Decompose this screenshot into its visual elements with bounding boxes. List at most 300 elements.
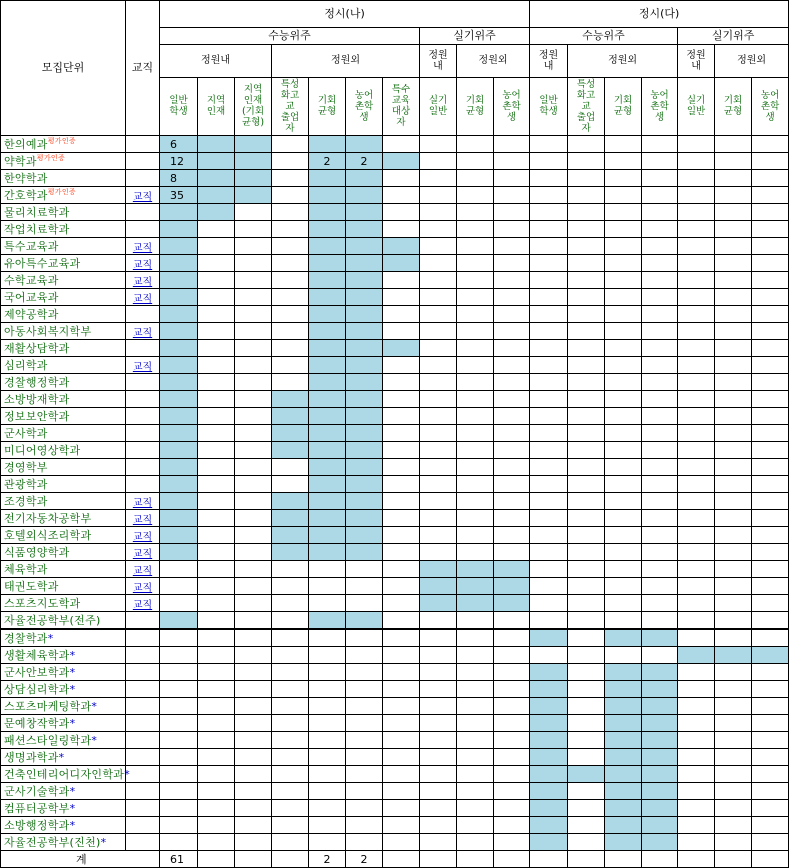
quota-cell bbox=[457, 442, 494, 459]
unit-name: 재활상담학과 bbox=[4, 342, 70, 355]
quota-cell bbox=[457, 255, 494, 272]
unit-name-cell bbox=[1, 715, 126, 732]
subheader-col-2 bbox=[235, 78, 272, 136]
unit-name: 정보보안학과 bbox=[4, 410, 70, 423]
unit-name: 건축인테리어디자인학과 bbox=[4, 768, 125, 781]
subheader-col-text: 실기 일반 bbox=[428, 95, 448, 117]
subheader-col-text: 기회 균형 bbox=[613, 95, 633, 117]
quota-cell bbox=[420, 408, 457, 425]
quota-cell bbox=[235, 408, 272, 425]
quota-cell bbox=[568, 442, 605, 459]
quota-cell bbox=[642, 170, 678, 187]
quota-cell bbox=[272, 306, 309, 323]
quota-cell bbox=[160, 255, 198, 272]
quota-cell bbox=[457, 374, 494, 391]
quota-cell bbox=[752, 408, 789, 425]
quota-cell bbox=[568, 817, 605, 834]
quota-cell bbox=[678, 306, 715, 323]
quota-cell bbox=[642, 664, 678, 681]
quota-cell bbox=[605, 340, 642, 357]
quota-cell bbox=[235, 425, 272, 442]
quota-cell bbox=[605, 732, 642, 749]
quota-cell bbox=[678, 612, 715, 630]
quota-cell bbox=[272, 595, 309, 612]
unit-name: 경찰행정학과 bbox=[4, 376, 70, 389]
quota-cell bbox=[605, 221, 642, 238]
quota-cell bbox=[309, 527, 346, 544]
quota-cell bbox=[642, 187, 678, 204]
quota-cell bbox=[420, 578, 457, 595]
quota-cell bbox=[457, 561, 494, 578]
kyojik-link[interactable]: 교직 bbox=[132, 514, 153, 526]
quota-cell bbox=[605, 442, 642, 459]
quota-cell bbox=[346, 340, 383, 357]
quota-cell bbox=[642, 681, 678, 698]
kyojik-link[interactable]: 교직 bbox=[132, 565, 153, 577]
quota-cell bbox=[420, 664, 457, 681]
quota-cell bbox=[530, 681, 568, 698]
quota-cell bbox=[383, 340, 420, 357]
quota-cell bbox=[568, 800, 605, 817]
quota-cell bbox=[752, 136, 789, 153]
quota-cell bbox=[715, 698, 752, 715]
quota-cell bbox=[160, 612, 198, 630]
quota-cell bbox=[494, 561, 530, 578]
total-cell bbox=[530, 851, 568, 868]
quota-cell bbox=[530, 459, 568, 476]
quota-cell bbox=[605, 425, 642, 442]
quota-cell bbox=[605, 153, 642, 170]
quota-cell bbox=[235, 578, 272, 595]
star-mark: * bbox=[69, 666, 76, 679]
unit-name-cell bbox=[1, 153, 126, 170]
subheader-col-14 bbox=[678, 78, 715, 136]
quota-cell bbox=[642, 221, 678, 238]
unit-name: 제약공학과 bbox=[4, 308, 59, 321]
kyojik-link[interactable]: 교직 bbox=[132, 242, 153, 254]
quota-cell bbox=[494, 800, 530, 817]
quota-cell bbox=[198, 783, 235, 800]
quota-cell bbox=[420, 221, 457, 238]
quota-cell bbox=[678, 204, 715, 221]
quota-cell bbox=[420, 544, 457, 561]
quota-cell bbox=[568, 221, 605, 238]
quota-cell bbox=[457, 425, 494, 442]
kyojik-cell bbox=[126, 527, 160, 544]
quota-cell bbox=[678, 561, 715, 578]
header-na-silgi-in bbox=[420, 45, 457, 78]
unit-name: 미디어영상학과 bbox=[4, 444, 81, 457]
quota-cell bbox=[235, 595, 272, 612]
quota-cell bbox=[715, 493, 752, 510]
quota-cell bbox=[494, 766, 530, 783]
quota-cell bbox=[272, 817, 309, 834]
quota-cell bbox=[715, 647, 752, 664]
quota-cell bbox=[752, 323, 789, 340]
table-row bbox=[1, 783, 789, 800]
quota-cell bbox=[272, 544, 309, 561]
kyojik-link[interactable]: 교직 bbox=[132, 293, 153, 305]
kyojik-link[interactable]: 교직 bbox=[132, 548, 153, 560]
total-cell bbox=[272, 851, 309, 868]
subheader-col-0 bbox=[160, 78, 198, 136]
kyojik-link[interactable]: 교직 bbox=[132, 582, 153, 594]
kyojik-cell bbox=[126, 442, 160, 459]
quota-cell bbox=[678, 527, 715, 544]
header-da-silgi-in bbox=[678, 45, 715, 78]
quota-cell bbox=[346, 476, 383, 493]
unit-name-cell bbox=[1, 834, 126, 851]
quota-cell bbox=[715, 612, 752, 630]
subheader-col-text: 일반 학생 bbox=[169, 95, 188, 117]
quota-cell bbox=[530, 493, 568, 510]
quota-cell bbox=[494, 272, 530, 289]
unit-name: 군사학과 bbox=[4, 427, 48, 440]
unit-name: 컴퓨터공학부 bbox=[4, 802, 70, 815]
kyojik-cell bbox=[126, 323, 160, 340]
quota-cell bbox=[752, 578, 789, 595]
quota-cell bbox=[530, 476, 568, 493]
subheader-col-text: 농어 촌학 생 bbox=[502, 89, 521, 123]
quota-cell bbox=[272, 340, 309, 357]
quota-cell bbox=[568, 493, 605, 510]
quota-cell bbox=[383, 272, 420, 289]
header-da-silgi: 실기위주 bbox=[678, 28, 789, 45]
quota-cell bbox=[235, 459, 272, 476]
quota-cell bbox=[309, 170, 346, 187]
kyojik-cell bbox=[126, 187, 160, 204]
total-cell bbox=[678, 851, 715, 868]
quota-cell bbox=[678, 391, 715, 408]
table-row bbox=[1, 374, 789, 391]
quota-cell bbox=[715, 749, 752, 766]
quota-cell bbox=[309, 323, 346, 340]
quota-cell bbox=[715, 408, 752, 425]
quota-cell bbox=[272, 681, 309, 698]
quota-cell bbox=[457, 681, 494, 698]
table-row bbox=[1, 476, 789, 493]
quota-cell bbox=[494, 629, 530, 647]
quota-cell bbox=[494, 357, 530, 374]
quota-cell bbox=[309, 510, 346, 527]
quota-cell bbox=[457, 340, 494, 357]
quota-cell bbox=[346, 204, 383, 221]
unit-name-cell bbox=[1, 612, 126, 630]
quota-cell bbox=[678, 442, 715, 459]
quota-cell bbox=[235, 510, 272, 527]
quota-cell bbox=[272, 800, 309, 817]
quota-cell bbox=[605, 544, 642, 561]
star-mark: * bbox=[91, 734, 98, 747]
quota-cell bbox=[160, 442, 198, 459]
quota-cell bbox=[235, 255, 272, 272]
quota-cell bbox=[383, 374, 420, 391]
quota-cell bbox=[752, 647, 789, 664]
quota-cell bbox=[530, 510, 568, 527]
kyojik-cell bbox=[126, 153, 160, 170]
quota-cell bbox=[642, 766, 678, 783]
unit-name-cell bbox=[1, 221, 126, 238]
quota-cell bbox=[715, 510, 752, 527]
quota-cell bbox=[678, 698, 715, 715]
quota-cell bbox=[605, 204, 642, 221]
total-cell bbox=[457, 851, 494, 868]
quota-cell bbox=[715, 374, 752, 391]
quota-cell bbox=[198, 817, 235, 834]
star-mark: * bbox=[58, 751, 65, 764]
star-mark: * bbox=[124, 768, 130, 781]
quota-cell bbox=[530, 238, 568, 255]
unit-name-cell bbox=[1, 817, 126, 834]
quota-cell bbox=[346, 391, 383, 408]
quota-cell bbox=[198, 647, 235, 664]
kyojik-link[interactable]: 교직 bbox=[132, 191, 153, 203]
quota-cell bbox=[715, 323, 752, 340]
quota-cell bbox=[420, 612, 457, 630]
quota-cell bbox=[752, 306, 789, 323]
header-na-silgi-out: 정원외 bbox=[457, 45, 530, 78]
subheader-col-text: 기회 균형 bbox=[317, 95, 337, 117]
quota-cell bbox=[715, 766, 752, 783]
quota-cell bbox=[715, 238, 752, 255]
quota-cell bbox=[642, 544, 678, 561]
quota-cell bbox=[568, 766, 605, 783]
quota-cell bbox=[235, 749, 272, 766]
quota-cell bbox=[568, 664, 605, 681]
subheader-col-11 bbox=[568, 78, 605, 136]
subheader-col-text: 실기 일반 bbox=[686, 95, 706, 117]
quota-cell bbox=[530, 664, 568, 681]
unit-name-cell bbox=[1, 732, 126, 749]
kyojik-link[interactable]: 교직 bbox=[132, 327, 153, 339]
quota-cell bbox=[160, 527, 198, 544]
quota-cell bbox=[235, 204, 272, 221]
kyojik-link[interactable]: 교직 bbox=[132, 276, 153, 288]
quota-cell bbox=[383, 612, 420, 630]
quota-cell bbox=[160, 289, 198, 306]
table-row bbox=[1, 834, 789, 851]
unit-name: 물리치료학과 bbox=[4, 206, 70, 219]
quota-cell bbox=[235, 732, 272, 749]
quota-cell bbox=[678, 187, 715, 204]
unit-name: 특수교육과 bbox=[4, 240, 59, 253]
table-row bbox=[1, 425, 789, 442]
quota-cell bbox=[642, 289, 678, 306]
kyojik-cell bbox=[126, 170, 160, 187]
quota-cell bbox=[642, 357, 678, 374]
quota-cell bbox=[752, 834, 789, 851]
quota-cell bbox=[530, 442, 568, 459]
quota-cell bbox=[494, 289, 530, 306]
quota-cell bbox=[494, 544, 530, 561]
quota-cell bbox=[198, 800, 235, 817]
quota-cell bbox=[420, 766, 457, 783]
quota-cell bbox=[752, 595, 789, 612]
quota-cell bbox=[420, 561, 457, 578]
quota-cell bbox=[494, 817, 530, 834]
unit-name-cell bbox=[1, 749, 126, 766]
quota-cell: 12 bbox=[160, 153, 198, 170]
quota-cell bbox=[605, 647, 642, 664]
quota-cell bbox=[198, 681, 235, 698]
unit-name: 상담심리학과 bbox=[4, 683, 70, 696]
quota-cell bbox=[309, 595, 346, 612]
quota-cell bbox=[160, 459, 198, 476]
quota-cell bbox=[198, 459, 235, 476]
quota-cell bbox=[642, 459, 678, 476]
total-cell: 2 bbox=[309, 851, 346, 868]
quota-cell bbox=[309, 715, 346, 732]
table-row bbox=[1, 527, 789, 544]
kyojik-link[interactable]: 교직 bbox=[132, 259, 153, 271]
quota-cell bbox=[494, 136, 530, 153]
quota-cell bbox=[568, 170, 605, 187]
subheader-col-10 bbox=[530, 78, 568, 136]
quota-cell bbox=[752, 425, 789, 442]
quota-cell bbox=[383, 493, 420, 510]
quota-cell bbox=[605, 306, 642, 323]
quota-cell bbox=[272, 153, 309, 170]
kyojik-link[interactable]: 교직 bbox=[132, 361, 153, 373]
quota-cell bbox=[605, 783, 642, 800]
kyojik-cell bbox=[126, 306, 160, 323]
table-row bbox=[1, 272, 789, 289]
quota-cell bbox=[346, 834, 383, 851]
quota-cell bbox=[530, 732, 568, 749]
unit-name: 패션스타일링학과 bbox=[4, 734, 92, 747]
unit-name: 경찰학과 bbox=[4, 632, 48, 645]
quota-cell bbox=[494, 187, 530, 204]
quota-cell bbox=[272, 561, 309, 578]
quota-cell bbox=[346, 578, 383, 595]
quota-cell: 6 bbox=[160, 136, 198, 153]
kyojik-cell bbox=[126, 476, 160, 493]
quota-cell bbox=[420, 459, 457, 476]
kyojik-link[interactable]: 교직 bbox=[132, 531, 153, 543]
quota-cell bbox=[715, 664, 752, 681]
quota-cell bbox=[530, 408, 568, 425]
quota-cell bbox=[235, 136, 272, 153]
quota-cell bbox=[568, 544, 605, 561]
quota-cell bbox=[752, 476, 789, 493]
quota-cell bbox=[494, 221, 530, 238]
quota-cell bbox=[530, 527, 568, 544]
table-row bbox=[1, 612, 789, 630]
subheader-col-6 bbox=[383, 78, 420, 136]
quota-cell bbox=[752, 715, 789, 732]
table-row bbox=[1, 800, 789, 817]
quota-cell bbox=[457, 408, 494, 425]
table-row bbox=[1, 578, 789, 595]
table-row bbox=[1, 749, 789, 766]
quota-cell bbox=[383, 732, 420, 749]
quota-cell bbox=[235, 783, 272, 800]
quota-cell bbox=[752, 510, 789, 527]
total-cell bbox=[752, 851, 789, 868]
quota-cell bbox=[198, 408, 235, 425]
quota-cell bbox=[160, 510, 198, 527]
header-na-suneung: 수능위주 bbox=[160, 28, 420, 45]
quota-cell bbox=[309, 664, 346, 681]
quota-cell bbox=[383, 510, 420, 527]
quota-cell bbox=[530, 340, 568, 357]
quota-cell bbox=[494, 476, 530, 493]
quota-cell bbox=[198, 493, 235, 510]
unit-name: 군사안보학과 bbox=[4, 666, 70, 679]
table-row bbox=[1, 357, 789, 374]
quota-cell bbox=[605, 698, 642, 715]
quota-cell bbox=[309, 476, 346, 493]
quota-cell bbox=[383, 153, 420, 170]
table-row bbox=[1, 408, 789, 425]
unit-name: 심리학과 bbox=[4, 359, 48, 372]
kyojik-link[interactable]: 교직 bbox=[132, 599, 153, 611]
quota-cell bbox=[715, 578, 752, 595]
quota-cell bbox=[160, 834, 198, 851]
unit-name-cell bbox=[1, 578, 126, 595]
quota-cell bbox=[383, 595, 420, 612]
quota-cell bbox=[383, 357, 420, 374]
unit-name: 소방행정학과 bbox=[4, 819, 70, 832]
accreditation-note: 평가인증 bbox=[47, 188, 76, 196]
quota-cell bbox=[642, 561, 678, 578]
table-row bbox=[1, 544, 789, 561]
kyojik-cell bbox=[126, 391, 160, 408]
quota-cell bbox=[198, 374, 235, 391]
quota-cell bbox=[678, 476, 715, 493]
quota-cell bbox=[420, 493, 457, 510]
quota-cell bbox=[383, 289, 420, 306]
quota-cell bbox=[605, 681, 642, 698]
quota-cell bbox=[420, 306, 457, 323]
quota-cell bbox=[160, 647, 198, 664]
quota-cell bbox=[272, 425, 309, 442]
quota-cell bbox=[198, 612, 235, 630]
quota-cell bbox=[530, 817, 568, 834]
quota-cell bbox=[642, 238, 678, 255]
quota-cell bbox=[568, 425, 605, 442]
quota-cell bbox=[752, 170, 789, 187]
star-mark: * bbox=[47, 632, 54, 645]
table-row bbox=[1, 595, 789, 612]
quota-cell bbox=[235, 629, 272, 647]
kyojik-link[interactable]: 교직 bbox=[132, 497, 153, 509]
quota-cell bbox=[530, 766, 568, 783]
quota-cell bbox=[420, 527, 457, 544]
quota-cell bbox=[198, 527, 235, 544]
unit-name: 문예창작학과 bbox=[4, 717, 70, 730]
quota-cell bbox=[346, 323, 383, 340]
unit-name-cell bbox=[1, 783, 126, 800]
unit-name-cell bbox=[1, 595, 126, 612]
quota-cell bbox=[494, 681, 530, 698]
header-jeongsi-na: 정시(나) bbox=[160, 1, 530, 28]
quota-cell bbox=[160, 817, 198, 834]
quota-cell bbox=[752, 238, 789, 255]
quota-cell bbox=[383, 136, 420, 153]
quota-cell bbox=[530, 170, 568, 187]
quota-cell bbox=[160, 800, 198, 817]
quota-cell bbox=[346, 698, 383, 715]
quota-cell bbox=[715, 425, 752, 442]
quota-cell bbox=[383, 800, 420, 817]
quota-cell bbox=[642, 425, 678, 442]
quota-cell bbox=[160, 238, 198, 255]
quota-cell bbox=[715, 442, 752, 459]
quota-cell bbox=[530, 425, 568, 442]
kyojik-cell bbox=[126, 749, 160, 766]
quota-cell bbox=[346, 681, 383, 698]
